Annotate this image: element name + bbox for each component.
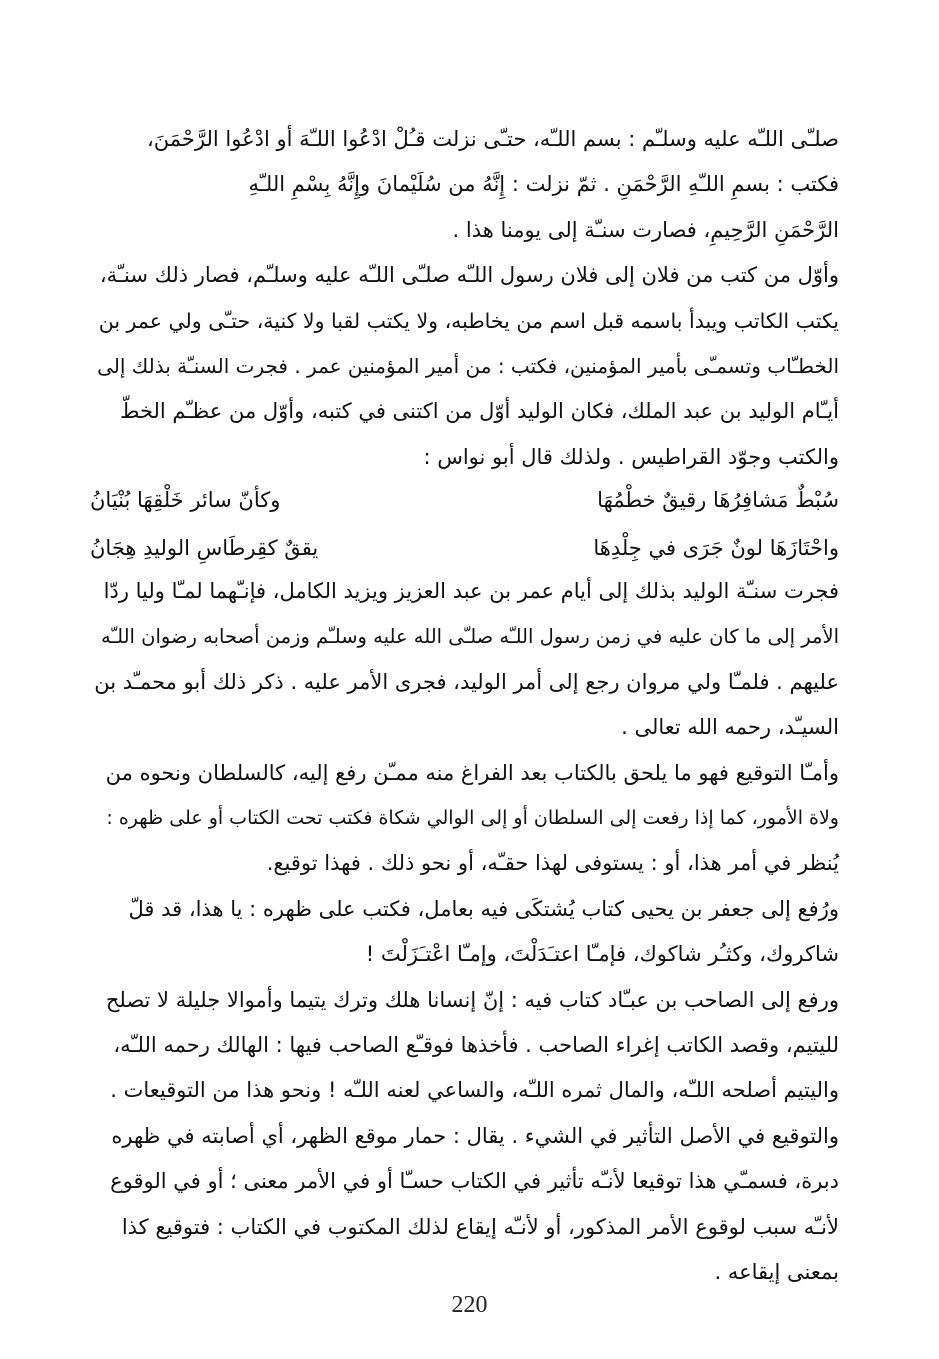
text-line: يُنظر في أمر هذا، أو : يستوفى لهذا حقـّه، أو نحو ذلك . فهذا توقيع.	[266, 851, 839, 876]
text-line: الأمر إلى ما كان عليه في زمن رسول اللـّه صلـّى الله عليه وسلـّم وزمن أصحابه رضوان اللـّه	[100, 625, 839, 649]
verse-hemistich-right: سُبْطٌ مَشافِرُهَا رقيقٌ خطْمُهَا	[597, 488, 839, 512]
paragraph-tawqi-definition	[90, 751, 839, 887]
poem-verse	[90, 476, 839, 572]
text-line: دبرة، فسمـّي هذا توقيعا لأنـّه تأثير في الكتاب حسـّا أو في الأمر معنى ؛ أو في الوقوع	[110, 1169, 839, 1194]
text-block-top	[90, 117, 839, 480]
text-line: لليتيم، وقصد الكاتب إغراء الصاحب . فأخذها فوقـّع الصاحب فيها : الهالك رحمه اللـّه،	[113, 1033, 839, 1058]
text-line: أيـّام الوليد بن عبد الملك، فكان الوليد أوّل من اكتنى في كتبه، وأوّل من عظـّم الخطّ	[120, 399, 839, 424]
text-line: والتوقيع في الأصل التأثير في الشيء . يقال : حمار موقع الظهر، أي أصابته في ظهره	[111, 1123, 839, 1148]
text-line: الخطـّاب وتسمـّى بأمير المؤمنين، فكتب : من أمير المؤمنين عمر . فجرت السنـّة بذلك إلى	[97, 354, 839, 379]
paragraph-sahib-example	[90, 978, 839, 1114]
text-line: ورفع إلى الصاحب بن عبـّاد كتاب فيه : إنّ إنسانا هلك وترك يتيما وأموالا جليلة لا تصلح	[105, 987, 839, 1012]
text-line: صلـّى اللـّه عليه وسلـّم : بسم اللـّه، حتـّى نزلت قـُلْ ادْعُوا اللـّهَ أو ادْعُوا الرَّحْمَنَ،	[147, 127, 839, 151]
text-line: يكتب الكاتب ويبدأ باسمه قبل اسم من يخاطبه، ولا يكتب لقبا ولا كنية، حتـّى ولي عمر بن	[98, 308, 839, 333]
page-number: 220	[451, 1292, 488, 1318]
text-block-bottom	[90, 569, 839, 1296]
text-line: الرَّحْمَنِ الرَّحِيمِ، فصارت سنـّة إلى يومنا هذا .	[452, 217, 839, 242]
text-line: ولاة الأمور، كما إذا رفعت إلى السلطان أو إلى الوالي شكاة فكتب تحت الكتاب أو على ظهره :	[106, 807, 839, 830]
text-line: فكتب : بسمِ اللـّهِ الرَّحْمَنِ . ثمّ نزلت : إِنَّهُ من سُلَيْمانَ وإِنَّهُ بِسْمِ اللـّهِ	[248, 172, 839, 197]
text-line: والكتب وجوّد القراطيس . ولذلك قال أبو نواس :	[423, 444, 839, 469]
text-line: وأوّل من كتب من فلان إلى فلان رسول اللـّه صلـّى اللـّه عليه وسلـّم، فصار ذلك سنـّة،	[99, 263, 839, 288]
paragraph-etymology	[90, 1114, 839, 1296]
text-line: وأمـّا التوقيع فهو ما يلحق بالكتاب بعد الفراغ منه ممـّن رفع إليه، كالسلطان ونحوه من	[105, 760, 839, 785]
text-line: عليهم . فلمـّا ولي مروان رجع إلى أمر الوليد، فجرى الأمر عليه . ذكر ذلك أبو محمـّد بن	[94, 669, 839, 694]
paragraph-jafar-example	[90, 887, 839, 978]
text-line: ورُفع إلى جعفر بن يحيى كتاب يُشتكَى فيه بعامل، فكتب على ظهره : يا هذا، قد قلّ	[128, 896, 839, 921]
verse-line	[90, 524, 839, 572]
text-line: بمعنى إيقاعه .	[714, 1260, 839, 1285]
verse-hemistich-left: يققٌ كقِرطَاسِ الوليدِ هِجَانُ	[90, 536, 319, 560]
verse-line	[90, 476, 839, 524]
text-line: السيـّد، رحمه الله تعالى .	[621, 715, 839, 740]
text-line: لأنـّه سبب لوقوع الأمر المذكور، أو لأنـّه إيقاع لذلك المكتوب في الكتاب : فتوقيع كذا	[121, 1214, 839, 1239]
paragraph-walid-custom	[90, 569, 839, 751]
text-line: شاكروك، وكثـُر شاكوك، فإمـّا اعتـَدَلْتَ، وإمـّا اعْتـَزَلْتَ !	[365, 942, 839, 967]
paragraph-basmala	[90, 117, 839, 253]
verse-hemistich-right: واحْتَازَهَا لونٌ جَرَى في جِلْدِهَا	[593, 536, 839, 560]
text-line: فجرت سنـّة الوليد بذلك إلى أيام عمر بن عبد العزيز ويزيد الكامل، فإنـّهما لمـّا وليا ردّا	[103, 579, 839, 603]
verse-hemistich-left: وكأنّ سائر خَلْقِهَا بُنْيَانُ	[90, 488, 281, 512]
paragraph-first-writer	[90, 253, 839, 480]
text-line: واليتيم أصلحه اللـّه، والمال ثمره اللـّه، والساعي لعنه اللـّه ! ونحو هذا من التوقيعات .	[110, 1078, 839, 1103]
